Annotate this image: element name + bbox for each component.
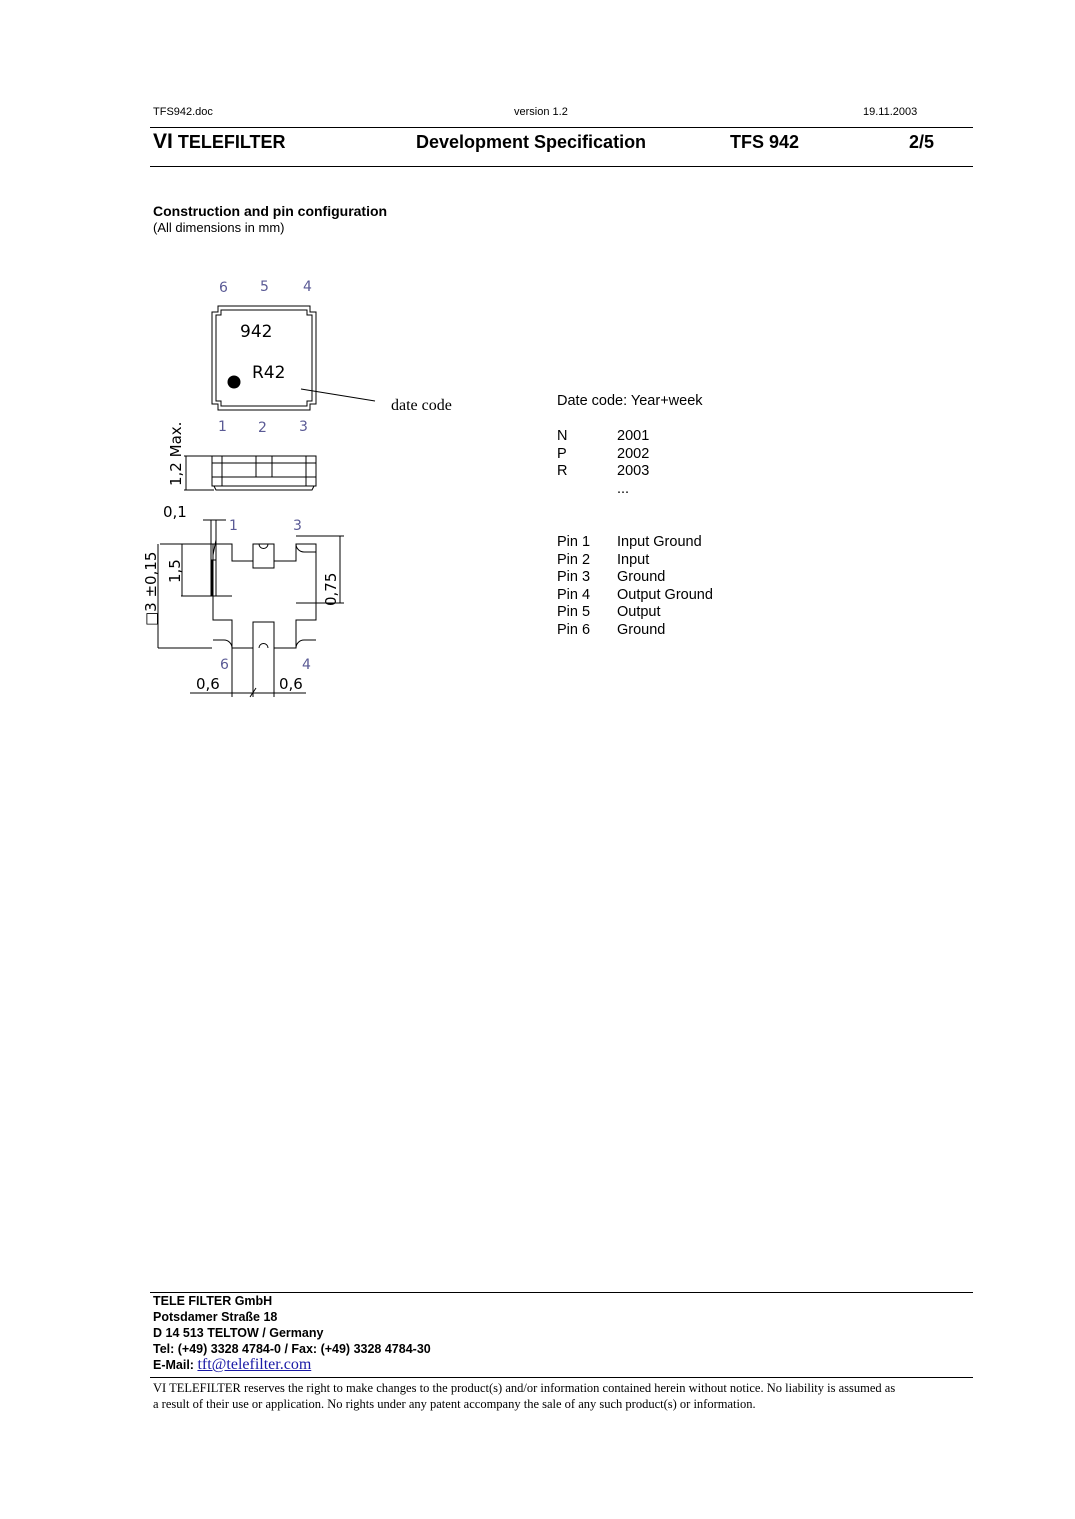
header-product: TFS 942: [730, 132, 800, 152]
header-doc-type: Development Specification: [416, 132, 647, 152]
pad-view: [158, 520, 344, 697]
offset-dim: 0,1: [163, 503, 187, 521]
pad-pin-1: 1: [229, 518, 238, 534]
email-link[interactable]: tft@telefilter.com: [197, 1356, 312, 1373]
bottom-pin-1: 1: [218, 419, 227, 435]
email-label: E-Mail:: [153, 1358, 198, 1372]
pad-len-dim: 1,5: [166, 559, 184, 583]
date-code-table: N 2001 P 2002 R 2003 ...: [557, 428, 650, 497]
section-title: Construction and pin configuration: [153, 203, 388, 219]
bottom-pin-3: 3: [299, 419, 308, 435]
header-page: 2/5: [909, 132, 935, 152]
pin-table: Pin 1 Input Ground Pin 2 Input Pin 3 Ground Pin 4 Output Ground Pin 5 Output Pin 6 Ground: [557, 534, 713, 638]
package-drawing: [0, 0, 520, 720]
footer-rule-bottom: [150, 1377, 973, 1378]
top-pin-5: 5: [260, 279, 269, 295]
top-pin-6: 6: [219, 280, 228, 296]
footer-street: Potsdamer Straße 18: [153, 1310, 278, 1324]
date-code-title: Date code: Year+week: [557, 393, 703, 409]
pad-w-dim: 0,75: [322, 572, 340, 606]
pad-pin-3: 3: [293, 518, 302, 534]
disclaimer-line2: a result of their use or application. No rights under any patent accompany the sale of any such product(s) or information.: [153, 1397, 756, 1411]
header-filename: TFS942.doc: [153, 106, 213, 118]
side-view: [184, 456, 316, 490]
company-name: TELEFILTER: [172, 132, 286, 152]
footer-city: D 14 513 TELTOW / Germany: [153, 1326, 324, 1340]
pad-pin-6: 6: [220, 657, 229, 673]
pin1-marker-dot: [228, 376, 241, 389]
disclaimer-line1: VI TELEFILTER reserves the right to make changes to the product(s) and/or information contained herein without notice. No liability is assumed as: [153, 1381, 896, 1395]
pitch-left-dim: 0,6: [196, 675, 220, 693]
bottom-pin-2: 2: [258, 420, 267, 436]
header-date: 19.11.2003: [863, 106, 918, 118]
section-subtitle: (All dimensions in mm): [153, 220, 285, 235]
marking-line2: R42: [252, 363, 286, 383]
height-dim: 1,2 Max.: [167, 421, 185, 486]
pad-pin-4: 4: [302, 657, 311, 673]
company-prefix: VI: [153, 130, 173, 153]
size-dim: □3 ±0,15: [142, 551, 160, 626]
footer-email-line: [153, 1357, 311, 1373]
top-pin-4: 4: [303, 279, 312, 295]
header-version: version 1.2: [514, 106, 568, 118]
pitch-right-dim: 0,6: [279, 675, 303, 693]
footer-company: TELE FILTER GmbH: [153, 1294, 273, 1308]
top-view: [212, 306, 375, 410]
footer-phone: Tel: (+49) 3328 4784-0 / Fax: (+49) 3328 4784-30: [153, 1342, 431, 1356]
footer-rule-top: [150, 1292, 973, 1293]
date-code-label: date code: [391, 397, 452, 414]
marking-line1: 942: [240, 322, 273, 342]
